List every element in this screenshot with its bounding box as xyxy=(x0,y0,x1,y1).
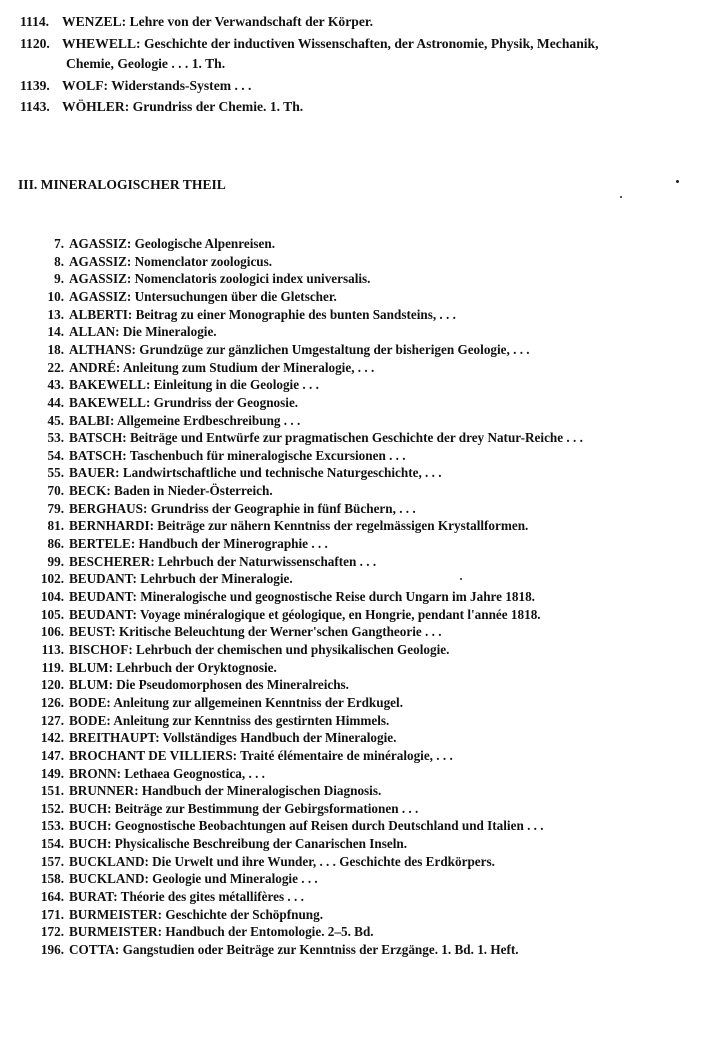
entry-text: ANDRÉ: Anleitung zum Studium der Mineralogie, . . . xyxy=(69,359,375,375)
list-entry xyxy=(28,923,374,940)
entry-text: BURAT: Théorie des gites métallifères . . . xyxy=(69,889,304,904)
entry-number: 22. xyxy=(47,359,64,375)
entry-number: 127. xyxy=(40,712,64,728)
entry-number: 44. xyxy=(47,394,64,410)
list-entry xyxy=(28,800,418,817)
list-entry xyxy=(28,853,495,870)
list-entry xyxy=(28,429,583,446)
list-entry xyxy=(28,500,416,517)
entry-number: 196. xyxy=(40,942,64,957)
entry-number: 79. xyxy=(47,500,64,516)
list-entry xyxy=(28,464,442,481)
entry-number: 120. xyxy=(40,677,64,693)
entry-number: 154. xyxy=(40,836,64,852)
entry-number: 7. xyxy=(54,236,64,251)
entry-number: 45. xyxy=(47,412,64,428)
entry-text: BAKEWELL: Einleitung in die Geologie . . . xyxy=(69,377,319,393)
entry-text: BATSCH: Beiträge und Entwürfe zur pragmatischen Geschichte der drey Natur-Reiche . . . xyxy=(69,430,583,446)
entry-number: 1139. xyxy=(20,78,50,93)
entry-number: 153. xyxy=(40,818,64,834)
entry-number: 13. xyxy=(47,306,64,322)
entry-number: 147. xyxy=(40,747,64,763)
list-entry xyxy=(28,235,275,252)
entry-number: 142. xyxy=(40,730,64,746)
list-entry xyxy=(28,270,370,287)
entry-number: 149. xyxy=(40,765,64,781)
entry-text: BECK: Baden in Nieder-Österreich. xyxy=(69,483,273,499)
print-speck xyxy=(620,196,622,198)
entry-number: 43. xyxy=(47,377,64,393)
list-entry xyxy=(28,482,273,499)
entry-number: 171. xyxy=(40,906,64,922)
list-entry xyxy=(28,870,318,887)
section-heading: III. MINERALOGISCHER THEIL xyxy=(18,177,226,192)
list-entry xyxy=(28,817,544,834)
print-speck xyxy=(460,578,462,580)
print-speck xyxy=(676,180,679,183)
entry-number: 102. xyxy=(40,571,64,587)
entry-text: ALTHANS: Grundzüge zur gänzlichen Umgestaltung der bisherigen Geologie, . . . xyxy=(69,341,530,357)
entry-text: BERTELE: Handbuch der Minerographie . . . xyxy=(69,536,328,551)
entry-number: 105. xyxy=(40,606,64,622)
list-entry xyxy=(28,253,272,270)
list-entry xyxy=(20,77,251,95)
list-entry xyxy=(28,412,300,429)
list-entry xyxy=(28,535,328,552)
list-entry xyxy=(28,888,304,905)
entry-text: BODE: Anleitung zur allgemeinen Kenntniss der Erdkugel. xyxy=(69,694,404,710)
entry-text: BISCHOF: Lehrbuch der chemischen und physikalischen Geologie. xyxy=(69,642,450,657)
entry-number: 126. xyxy=(40,694,64,710)
entry-number: 119. xyxy=(41,659,64,675)
entry-number: 9. xyxy=(54,271,64,287)
entry-text: BERNHARDI: Beiträge zur nähern Kenntniss der regelmässigen Krystallformen. xyxy=(69,518,529,534)
entry-text: BRUNNER: Handbuch der Mineralogischen Diagnosis. xyxy=(69,783,382,799)
list-entry xyxy=(28,712,389,729)
entry-number: 1114. xyxy=(20,14,50,29)
entry-number: 53. xyxy=(47,430,64,446)
list-entry xyxy=(28,694,403,711)
list-entry xyxy=(20,13,373,31)
entry-number: 1120. xyxy=(20,36,50,51)
entry-text: BROCHANT DE VILLIERS: Traité élémentaire de minéralogie, . . . xyxy=(69,747,453,763)
list-entry xyxy=(28,553,376,570)
list-entry xyxy=(28,376,319,393)
list-entry xyxy=(28,570,293,587)
entry-number: 8. xyxy=(54,253,64,269)
list-entry xyxy=(28,906,323,923)
list-entry xyxy=(28,606,541,623)
entry-text: BALBI: Allgemeine Erdbeschreibung . . . xyxy=(69,412,301,428)
entry-text: BESCHERER: Lehrbuch der Naturwissenschaften . . . xyxy=(69,553,377,569)
entry-number: 18. xyxy=(47,341,64,357)
entry-number: 1143. xyxy=(20,99,50,114)
list-entry xyxy=(28,835,407,852)
entry-number: 157. xyxy=(40,853,64,869)
entry-text: BEUDANT: Voyage minéralogique et géologique, en Hongrie, pendant l'année 1818. xyxy=(69,606,541,622)
entry-text: AGASSIZ: Untersuchungen über die Gletscher. xyxy=(69,288,337,304)
entry-text: BEUST: Kritische Beleuchtung der Werner'schen Gangtheorie . . . xyxy=(69,624,442,640)
list-entry xyxy=(28,588,535,605)
entry-text: AGASSIZ: Nomenclator zoologicus. xyxy=(69,253,273,269)
entry-text: WÖHLER: Grundriss der Chemie. 1. Th. xyxy=(62,99,304,114)
list-entry xyxy=(28,641,449,658)
entry-text: WENZEL: Lehre von der Verwandschaft der Körper. xyxy=(62,14,374,29)
entry-text: BUCKLAND: Geologie und Mineralogie . . . xyxy=(69,871,318,887)
entry-number: 164. xyxy=(40,889,64,904)
list-entry xyxy=(28,623,442,640)
entry-number: 99. xyxy=(47,553,64,569)
list-entry xyxy=(28,323,217,340)
list-entry xyxy=(28,447,406,464)
entry-number: 55. xyxy=(47,465,64,481)
entry-text: AGASSIZ: Nomenclatoris zoologici index universalis. xyxy=(69,271,371,287)
entry-number: 152. xyxy=(40,800,64,816)
entry-number: 158. xyxy=(40,871,64,887)
list-entry xyxy=(20,35,599,53)
entry-text: BODE: Anleitung zur Kenntniss des gestirnten Himmels. xyxy=(69,712,390,728)
list-entry xyxy=(28,676,349,693)
entry-number: 113. xyxy=(41,642,64,657)
list-entry xyxy=(20,98,303,116)
list-entry xyxy=(28,659,277,676)
entry-number: 106. xyxy=(40,624,64,640)
entry-text: BLUM: Die Pseudomorphosen des Mineralreichs. xyxy=(69,677,349,693)
list-entry xyxy=(28,941,519,958)
entry-text: BUCH: Physicalische Beschreibung der Canarischen Inseln. xyxy=(69,836,408,852)
entry-text: BRONN: Lethaea Geognostica, . . . xyxy=(69,765,265,781)
entry-text: BAKEWELL: Grundriss der Geognosie. xyxy=(69,394,299,410)
entry-number: 104. xyxy=(40,589,64,604)
entry-continuation: Chemie, Geologie . . . 1. Th. xyxy=(66,56,226,71)
entry-text: BATSCH: Taschenbuch für mineralogische Excursionen . . . xyxy=(69,447,406,463)
entry-text: BUCH: Beiträge zur Bestimmung der Gebirgsformationen . . . xyxy=(69,800,419,816)
entry-text: COTTA: Gangstudien oder Beiträge zur Kenntniss der Erzgänge. 1. Bd. 1. Heft. xyxy=(69,942,519,957)
list-entry xyxy=(28,306,456,323)
list-entry xyxy=(28,288,337,305)
entry-text: BEUDANT: Lehrbuch der Mineralogie. xyxy=(69,571,293,587)
entry-text: BERGHAUS: Grundriss der Geographie in fünf Büchern, . . . xyxy=(69,500,416,516)
list-entry xyxy=(28,517,528,534)
list-entry xyxy=(28,359,374,376)
entry-number: 151. xyxy=(40,783,64,799)
list-entry xyxy=(28,747,453,764)
entry-text: BURMEISTER: Geschichte der Schöpfnung. xyxy=(69,906,324,922)
list-entry xyxy=(28,341,530,358)
entry-number: 172. xyxy=(40,924,64,940)
entry-text: BAUER: Landwirtschaftliche und technische Naturgeschichte, . . . xyxy=(69,465,442,481)
entry-text: BUCH: Geognostische Beobachtungen auf Reisen durch Deutschland und Italien . . . xyxy=(69,818,544,834)
list-entry xyxy=(28,394,298,411)
entry-number: 14. xyxy=(47,324,64,340)
entry-text: ALLAN: Die Mineralogie. xyxy=(69,324,217,340)
entry-text: WHEWELL: Geschichte der inductiven Wissenschaften, der Astronomie, Physik, Mechanik, xyxy=(62,36,599,51)
entry-number: 10. xyxy=(47,288,64,304)
entry-number: 54. xyxy=(47,447,64,463)
entry-number: 70. xyxy=(47,483,64,499)
entry-text: BEUDANT: Mineralogische und geognostische Reise durch Ungarn im Jahre 1818. xyxy=(69,589,535,604)
entry-text: AGASSIZ: Geologische Alpenreisen. xyxy=(69,236,276,251)
entry-text: BUCKLAND: Die Urwelt und ihre Wunder, . . . Geschichte des Erdkörpers. xyxy=(69,853,495,869)
entry-text: BURMEISTER: Handbuch der Entomologie. 2–5. Bd. xyxy=(69,924,374,940)
entry-text: ALBERTI: Beitrag zu einer Monographie des bunten Sandsteins, . . . xyxy=(69,306,456,322)
entry-text: WOLF: Widerstands-System . . . xyxy=(62,78,252,93)
list-entry xyxy=(28,729,396,746)
entry-text: BLUM: Lehrbuch der Oryktognosie. xyxy=(69,659,277,675)
entry-number: 86. xyxy=(47,536,64,551)
list-entry xyxy=(28,765,265,782)
list-entry xyxy=(28,782,381,799)
entry-text: BREITHAUPT: Vollständiges Handbuch der Mineralogie. xyxy=(69,730,397,746)
entry-number: 81. xyxy=(47,518,64,534)
